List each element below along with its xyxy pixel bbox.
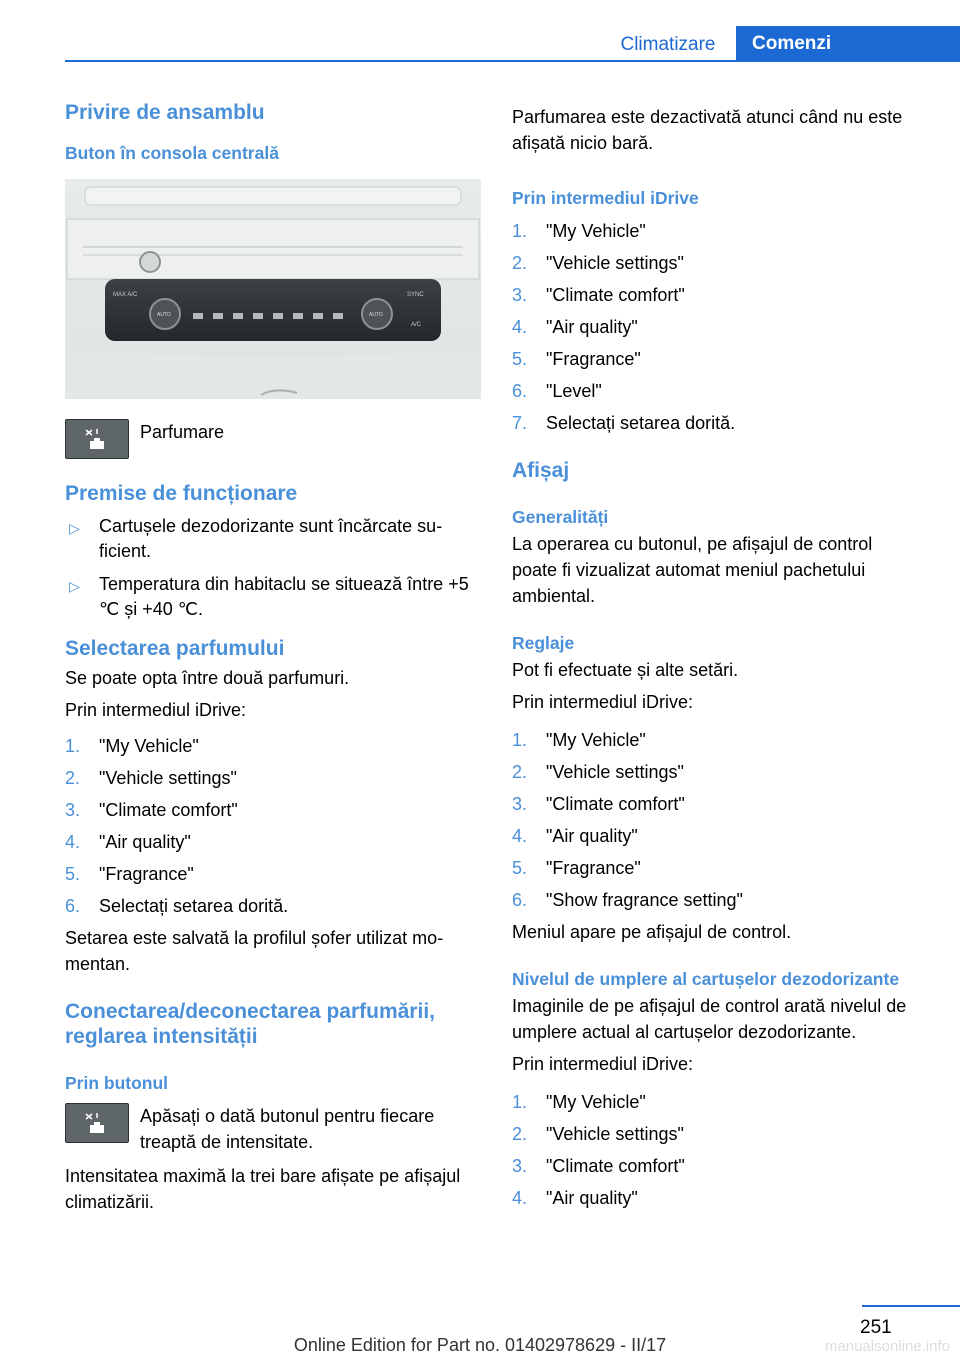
header-rule (65, 60, 960, 62)
list-item: 5. "Fragrance" (512, 858, 641, 878)
list-item: 1. "My Vehicle" (65, 736, 199, 756)
premise-title: Premise de funcționare (65, 482, 298, 505)
fragrance-button-icon (65, 419, 129, 459)
left-column (65, 100, 481, 1221)
triangle-bullet-icon: ▷ (69, 520, 80, 536)
list-item: 4. "Air quality" (512, 1188, 638, 1208)
level-steps (512, 1089, 922, 1211)
select-steps (65, 733, 481, 919)
header-section-tab: Climatizare (620, 34, 716, 55)
settings-steps (512, 727, 922, 913)
select-fragrance-title: Selectarea parfumului (65, 637, 285, 660)
premise-list (65, 514, 481, 622)
list-item: 5. "Fragrance" (512, 349, 641, 369)
button-instruction-text: Apăsați o dată butonul pentru fiecare treaptă de intensitate. (140, 1106, 435, 1152)
list-item: 6. "Show fragrance setting" (512, 890, 743, 910)
list-item: 7. Selectați setarea dorită. (512, 413, 736, 433)
triangle-bullet-icon: ▷ (69, 578, 80, 594)
general-text: La operarea cu butonul, pe afișajul de control poate fi vizualizat automat meniul pachetului ambiental. (512, 534, 873, 606)
list-item: ▷ Cartușele dezodorizante sunt încărcate suficient. (69, 516, 443, 561)
general-subtitle: Generalități (512, 507, 609, 527)
list-item: 4. "Air quality" (512, 826, 638, 846)
button-instruction (65, 1103, 481, 1155)
list-item: 3. "Climate comfort" (512, 285, 685, 305)
list-item: ▷ Temperatura din habitaclu se situează între +5 ℃ și +40 ℃. (69, 574, 469, 619)
fragrance-button-icon (65, 1103, 129, 1143)
watermark: manualsonline.info (824, 1338, 950, 1355)
list-item: 5. "Fragrance" (65, 864, 194, 884)
level-p2: Prin intermediul iDrive: (512, 1054, 694, 1074)
level-subtitle: Nivelul de umplere al cartușelor dezodorizante (512, 969, 900, 989)
idrive-subtitle: Prin intermediul iDrive (512, 188, 699, 208)
list-item: 6. "Level" (512, 381, 602, 401)
right-column (512, 104, 922, 1217)
settings-p2: Prin intermediul iDrive: (512, 692, 694, 712)
select-p1: Se poate opta între două parfumuri. (65, 668, 350, 688)
list-item: 2. "Vehicle settings" (512, 762, 684, 782)
list-item: 6. Selectați setarea dorită. (65, 896, 289, 916)
idrive-steps (512, 218, 922, 436)
list-item: 3. "Climate comfort" (512, 794, 685, 814)
connect-title: Conectarea/deconectarea parfumării, reglarea intensității (65, 1000, 435, 1048)
auto-left-label: AUTO (157, 312, 171, 318)
list-item: 2. "Vehicle settings" (65, 768, 237, 788)
edition-footer: Online Edition for Part no. 01402978629 - II/17 (293, 1335, 667, 1355)
list-item: 1. "My Vehicle" (512, 730, 646, 750)
list-item: 2. "Vehicle settings" (512, 1124, 684, 1144)
select-p3: Setarea este salvată la profilul șofer utilizat momentan. (65, 928, 444, 974)
max-ac-label: MAX A/C (113, 292, 138, 298)
list-item: 2. "Vehicle settings" (512, 253, 684, 273)
ac-label: A/C (411, 322, 422, 328)
settings-p1: Pot fi efectuate și alte setări. (512, 660, 739, 680)
select-p2: Prin intermediul iDrive: (65, 700, 247, 720)
list-item: 1. "My Vehicle" (512, 221, 646, 241)
console-button-subtitle: Buton în consola centrală (65, 143, 279, 163)
page-number: 251 (860, 1317, 892, 1338)
list-item: 3. "Climate comfort" (512, 1156, 685, 1176)
level-p1: Imaginile de pe afișajul de control arată nivelul de umplere actual al cartușelor dezodorizante. (512, 996, 907, 1042)
sync-label: SYNC (407, 292, 424, 298)
list-item: 4. "Air quality" (512, 317, 638, 337)
list-item: 1. "My Vehicle" (512, 1092, 646, 1112)
settings-p3: Meniul apare pe afișajul de control. (512, 922, 792, 942)
overview-title: Privire de ansamblu (65, 101, 265, 124)
page-number-rule (862, 1305, 960, 1307)
auto-right-label: AUTO (369, 312, 383, 318)
list-item: 3. "Climate comfort" (65, 800, 238, 820)
button-after: Intensitatea maximă la trei bare afișate pe afișajul climatizării. (65, 1166, 461, 1212)
settings-subtitle: Reglaje (512, 633, 575, 653)
fragrance-caption: Parfumare (140, 422, 225, 442)
display-title: Afișaj (512, 459, 570, 482)
center-console-photo (65, 179, 481, 399)
list-item: 4. "Air quality" (65, 832, 191, 852)
fragrance-icon-legend (65, 419, 481, 459)
button-subtitle: Prin butonul (65, 1073, 169, 1093)
header-chapter-tab: Comenzi (736, 26, 960, 62)
right-intro: Parfumarea este dezactivată atunci când nu este afișată nicio bară. (512, 107, 903, 153)
